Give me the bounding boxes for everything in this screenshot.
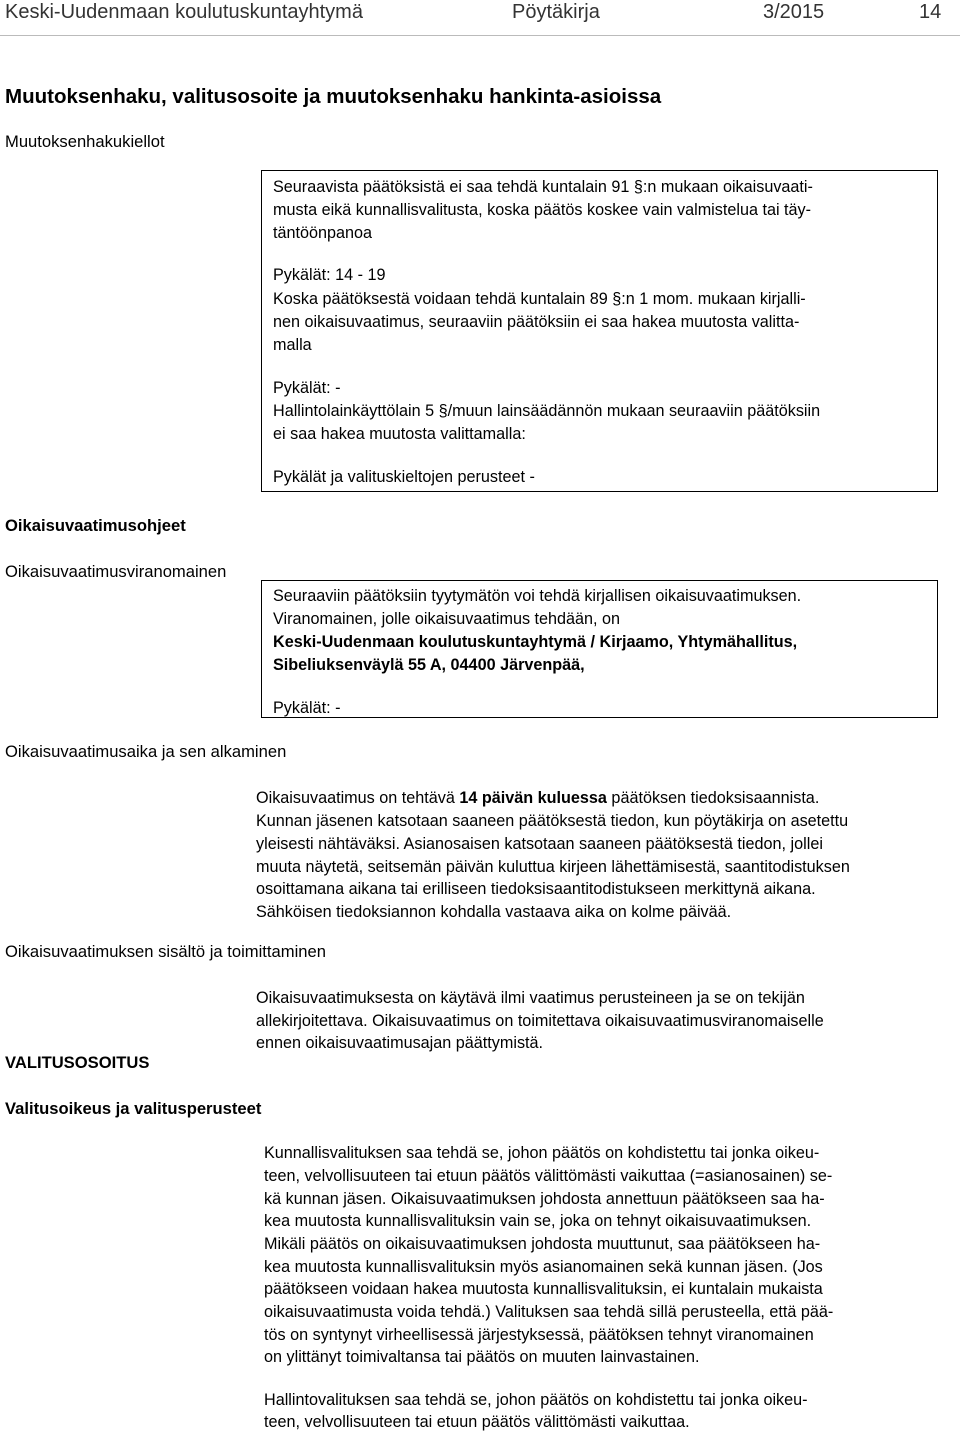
authority-address-line: Sibeliuksenväylä 55 A, 04400 Järvenpää, bbox=[273, 656, 585, 674]
box-text-line: Pykälät: 14 - 19 bbox=[273, 266, 386, 284]
header-divider bbox=[0, 35, 960, 36]
box-text-line: täntöönpanoa bbox=[273, 224, 373, 242]
section-heading-appeal-instructions: VALITUSOSOITUS bbox=[5, 1053, 150, 1072]
body-text-line: tös on syntynyt virheellisessä järjestyksessä, päätöksen tehnyt viranomainen bbox=[264, 1326, 814, 1344]
body-text-line: Mikäli päätös on oikaisuvaatimuksen johdosta muuttunut, saa päätökseen ha- bbox=[264, 1235, 821, 1253]
box-text-line: Viranomainen, jolle oikaisuvaatimus tehdään, on bbox=[273, 610, 621, 628]
deadline-emphasis: 14 päivän kuluessa bbox=[459, 789, 607, 807]
box-text-line: Pykälät: - bbox=[273, 699, 341, 717]
body-text-line: teen, velvollisuuteen tai etuun päätös välittömästi vaikuttaa (=asianosainen) se- bbox=[264, 1167, 833, 1185]
header-doc-type: Pöytäkirja bbox=[512, 1, 600, 23]
body-text-line: yleisesti nähtäväksi. Asianosaisen katsotaan saaneen päätöksestä tiedon, jollei bbox=[256, 835, 823, 853]
box-text-line: Koska päätöksestä voidaan tehdä kuntalain 89 §:n 1 mom. mukaan kirjalli- bbox=[273, 290, 806, 308]
body-text-line: oikaisuvaatimusta voida tehdä.) Valituksen saa tehdä sillä perusteella, että pää- bbox=[264, 1303, 834, 1321]
section-label-appeal-prohibitions: Muutoksenhakukiellot bbox=[5, 132, 165, 151]
body-text-line: muuta näytetä, seitsemän päivän kuluttua kirjeen lähettämisestä, saantitodistuksen bbox=[256, 858, 850, 876]
section-label-rectification-authority: Oikaisuvaatimusviranomainen bbox=[5, 562, 227, 581]
authority-address-line: Keski-Uudenmaan koulutuskuntayhtymä / Kirjaamo, Yhtymähallitus, bbox=[273, 633, 798, 651]
page-title: Muutoksenhaku, valitusosoite ja muutoksenhaku hankinta-asioissa bbox=[5, 85, 662, 108]
header-organization: Keski-Uudenmaan koulutuskuntayhtymä bbox=[5, 1, 363, 23]
body-text-line: Hallintovalituksen saa tehdä se, johon päätös on kohdistettu tai jonka oikeu- bbox=[264, 1391, 808, 1409]
header-page-number: 14 bbox=[919, 1, 942, 23]
section-label-rectification-period: Oikaisuvaatimusaika ja sen alkaminen bbox=[5, 742, 287, 761]
box-text-line: malla bbox=[273, 336, 312, 354]
body-text-line: Kunnallisvalituksen saa tehdä se, johon päätös on kohdistettu tai jonka oikeu- bbox=[264, 1144, 820, 1162]
body-text-line: kea muutosta kunnallisvalituksin myös asianomainen sekä kunnan jäsen. (Jos bbox=[264, 1258, 823, 1276]
body-text-line: päätökseen voidaan hakea muutosta kunnallisvalituksin, ei kuntalain mukaista bbox=[264, 1280, 823, 1298]
box-text-line: Pykälät: - bbox=[273, 379, 341, 397]
box-text-line: ei saa hakea muutosta valittamalla: bbox=[273, 425, 526, 443]
body-text-line: osoittamana aikana tai erilliseen tiedoksisaantitodistukseen merkittynä aikana. bbox=[256, 880, 816, 898]
body-text-line: Oikaisuvaatimuksesta on käytävä ilmi vaatimus perusteineen ja se on tekijän bbox=[256, 989, 805, 1007]
section-label-rectification-content: Oikaisuvaatimuksen sisältö ja toimittaminen bbox=[5, 942, 326, 961]
body-text-line: Kunnan jäsenen katsotaan saaneen päätöksestä tiedon, kun pöytäkirja on asetettu bbox=[256, 812, 849, 830]
box-text-line: musta eikä kunnallisvalitusta, koska päätös koskee vain valmistelua tai täy- bbox=[273, 201, 812, 219]
rectification-period-first-line: Oikaisuvaatimus on tehtävä 14 päivän kuluessa päätöksen tiedoksisaannista. bbox=[256, 789, 820, 807]
box-text-line: Seuraavista päätöksistä ei saa tehdä kuntalain 91 §:n mukaan oikaisuvaati- bbox=[273, 178, 813, 196]
body-text-line: on ylittänyt toimivaltansa tai päätös on muuten lainvastainen. bbox=[264, 1348, 700, 1366]
box-text-line: Seuraaviin päätöksiin tyytymätön voi tehdä kirjallisen oikaisuvaatimuksen. bbox=[273, 587, 802, 605]
body-text-line: teen, velvollisuuteen tai etuun päätös välittömästi vaikuttaa. bbox=[264, 1413, 690, 1431]
body-text-line: Sähköisen tiedoksiannon kohdalla vastaava aika on kolme päivää. bbox=[256, 903, 732, 921]
header-number: 3/2015 bbox=[763, 1, 825, 23]
box-text-line: Pykälät ja valituskieltojen perusteet - bbox=[273, 468, 535, 486]
box-text-line: nen oikaisuvaatimus, seuraaviin päätöksiin ei saa hakea muutosta valitta- bbox=[273, 313, 800, 331]
body-text-line: allekirjoitettava. Oikaisuvaatimus on toimitettava oikaisuvaatimusviranomaiselle bbox=[256, 1012, 824, 1030]
section-heading-rectification-instructions: Oikaisuvaatimusohjeet bbox=[5, 516, 186, 535]
section-label-appeal-right: Valitusoikeus ja valitusperusteet bbox=[5, 1099, 262, 1118]
body-text-line: kea muutosta kunnallisvalituksin vain se, joka on tehnyt oikaisuvaatimuksen. bbox=[264, 1212, 812, 1230]
box-text-line: Hallintolainkäyttölain 5 §/muun lainsäädännön mukaan seuraaviin päätöksiin bbox=[273, 402, 821, 420]
body-text-line: kä kunnan jäsen. Oikaisuvaatimuksen johdosta annettuun päätökseen saa ha- bbox=[264, 1190, 825, 1208]
body-text-line: ennen oikaisuvaatimusajan päättymistä. bbox=[256, 1034, 544, 1052]
